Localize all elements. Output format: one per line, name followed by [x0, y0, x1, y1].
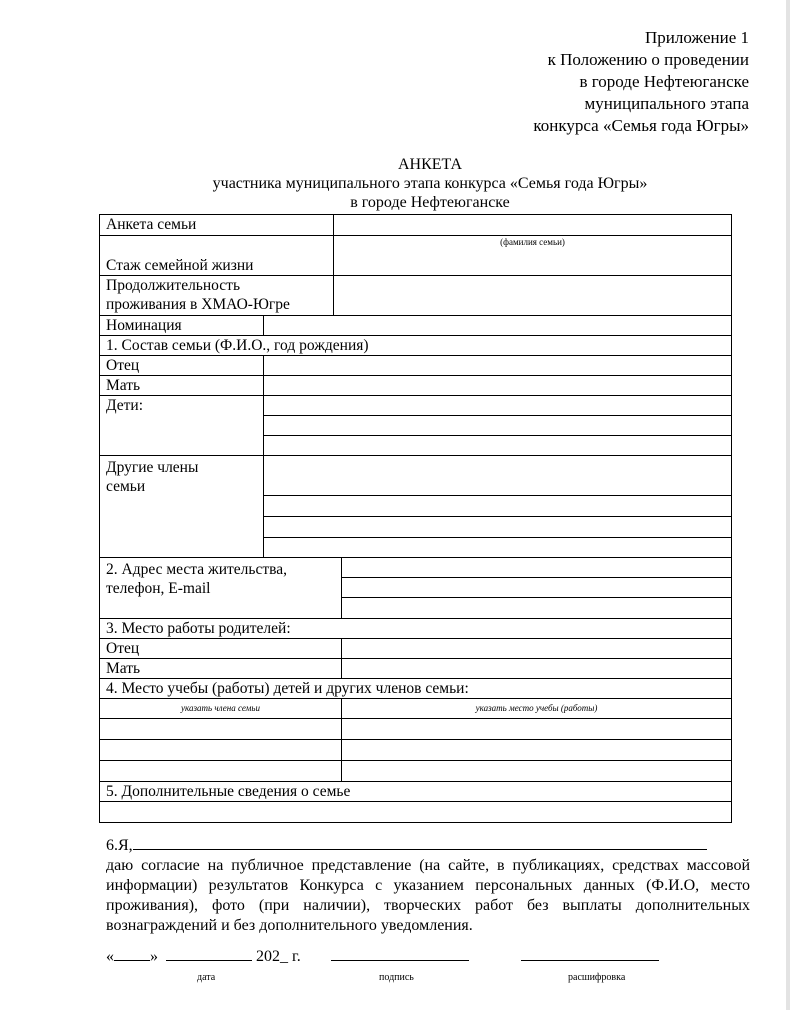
title-heading: АНКЕТА [397, 156, 463, 173]
decoding-caption: расшифровка [568, 972, 626, 983]
questionnaire-table [99, 214, 732, 823]
residence-field[interactable] [334, 276, 732, 316]
other-members-label [100, 456, 264, 558]
address-field[interactable] [342, 558, 732, 578]
family-name-hint: (фамилия семьи) [500, 237, 565, 247]
email-field[interactable] [342, 598, 732, 619]
date-month-line[interactable] [166, 944, 252, 961]
member-field[interactable] [100, 761, 342, 782]
appendix-line: муниципального этапа [584, 94, 749, 113]
title-subtitle: участника муниципального этапа конкурса «Семья года Югры» [212, 175, 648, 192]
study-field[interactable] [342, 740, 732, 761]
study-field[interactable] [342, 719, 732, 740]
father-field[interactable] [264, 356, 732, 376]
mother-field[interactable] [264, 376, 732, 396]
section1-heading: 1. Состав семьи (Ф.И.О., год рождения) [100, 336, 732, 356]
appendix-line: в городе Нефтеюганске [579, 72, 749, 91]
other-members-label-line: Другие члены [106, 459, 199, 476]
child-field[interactable] [264, 416, 732, 436]
residence-label-line: Продолжительность [106, 277, 241, 294]
other-member-field[interactable] [264, 517, 732, 538]
work-mother-label: Мать [100, 659, 342, 679]
other-member-field[interactable] [264, 538, 732, 558]
section5-heading: 5. Дополнительные сведения о семье [100, 782, 732, 802]
date-year: 202_ г. [256, 948, 301, 965]
study-field[interactable] [342, 761, 732, 782]
residence-label-line: проживания в ХМАО-Югре [106, 296, 290, 313]
page-edge [786, 0, 790, 1010]
additional-info-field[interactable] [100, 802, 732, 823]
marriage-length-label: Стаж семейной жизни [100, 236, 334, 276]
work-father-field[interactable] [342, 639, 732, 659]
member-field[interactable] [100, 719, 342, 740]
consent-prefix: 6.Я, [106, 837, 133, 854]
signature-caption: подпись [379, 972, 414, 983]
decoding-line[interactable] [521, 944, 659, 961]
date-day-line[interactable] [114, 944, 150, 961]
date-caption: дата [197, 972, 216, 983]
section3-heading: 3. Место работы родителей: [100, 619, 732, 639]
child-field[interactable] [264, 436, 732, 456]
child-field[interactable] [264, 396, 732, 416]
residence-label [100, 276, 334, 316]
other-member-field[interactable] [264, 496, 732, 517]
section4-heading: 4. Место учебы (работы) детей и других членов семьи: [100, 679, 732, 699]
consent-text: даю согласие на публичное представление (на сайте, в публикациях, средствах массовой информации) результатов Конкурса с указанием персональных данных (Ф.И.О, место проживания), фото (при наличии), творческих работ без выплаты дополнительных вознаграждений и без дополнительного уведомления. [106, 857, 750, 934]
date-block [106, 944, 301, 966]
section2-heading-line: 2. Адрес места жительства, [106, 561, 288, 578]
member-field[interactable] [100, 740, 342, 761]
date-close-quote: » [150, 948, 158, 965]
nomination-field[interactable] [264, 316, 732, 336]
family-name-field[interactable] [334, 215, 732, 236]
study-hint: указать место учебы (работы) [342, 699, 732, 719]
consent-block [106, 835, 750, 936]
section2-heading-line: телефон, E-mail [106, 580, 211, 597]
family-form-label: Анкета семьи [100, 215, 334, 236]
appendix-note [533, 27, 749, 137]
signature-line[interactable] [331, 944, 469, 961]
children-label: Дети: [100, 396, 264, 456]
phone-field[interactable] [342, 578, 732, 598]
date-open-quote: « [106, 948, 114, 965]
nomination-label: Номинация [100, 316, 264, 336]
appendix-line: конкурса «Семья года Югры» [533, 116, 749, 135]
form-title [0, 155, 790, 212]
other-members-label-line: семьи [106, 478, 146, 495]
mother-label: Мать [100, 376, 264, 396]
consent-name-line[interactable] [133, 835, 707, 850]
member-hint: указать члена семьи [100, 699, 342, 719]
other-member-field[interactable] [264, 456, 732, 496]
title-city: в городе Нефтеюганске [350, 194, 510, 211]
work-father-label: Отец [100, 639, 342, 659]
appendix-line: к Положению о проведении [547, 50, 749, 69]
work-mother-field[interactable] [342, 659, 732, 679]
appendix-line: Приложение 1 [645, 28, 749, 47]
father-label: Отец [100, 356, 264, 376]
marriage-length-field[interactable] [334, 236, 732, 276]
section2-heading [100, 558, 342, 619]
